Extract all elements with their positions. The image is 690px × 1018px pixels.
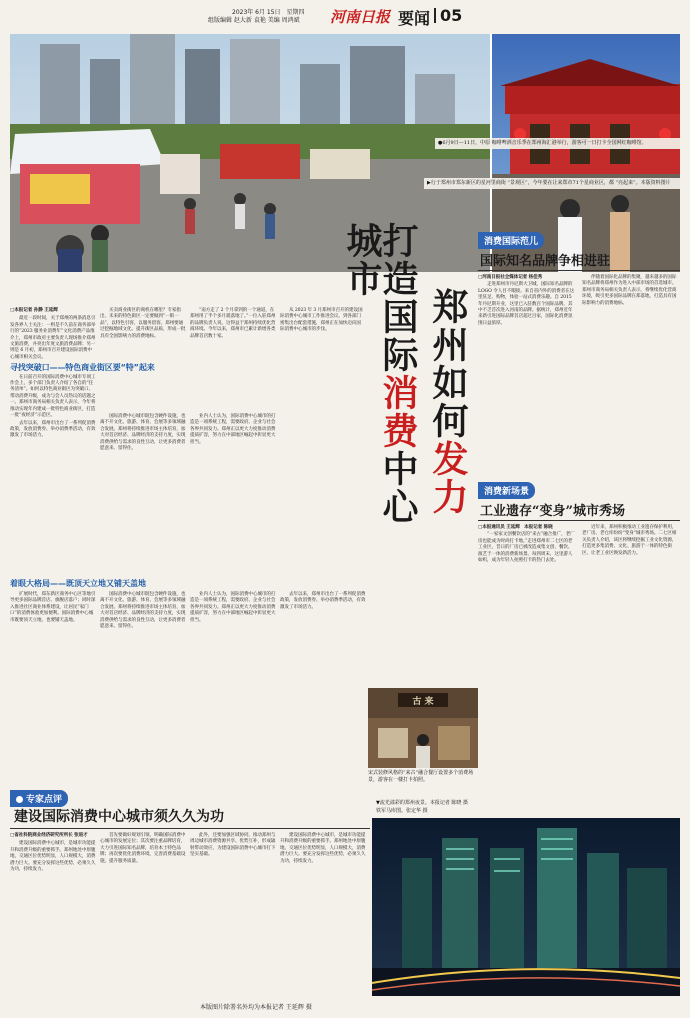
sidebar2-col2 (582, 525, 680, 815)
sidebar2-title: 工业遗存“变身”城市秀场 (480, 504, 625, 519)
night-city-photo (372, 818, 680, 996)
expert-byline: □省社科院商业经济研究所所长 张进才 (10, 833, 88, 838)
sidebar2-col1 (478, 525, 576, 625)
restaurant-photo-caption: 宋式装修风格的“来古”融合餐厅设置多个消费场景，游客在一楼打卡拍照。 (368, 770, 474, 783)
section-name: 要闻 (398, 9, 431, 28)
expert-col2 (100, 833, 186, 993)
article1-body2-col1 (10, 592, 96, 762)
divider-bar (434, 8, 436, 23)
article1-body2-d: 去年以来，郑州市出台了一系列促消费政策，发放消费券、举办消费季活动，有效激发了市场活力。 (280, 592, 366, 610)
sidebar1-body: 走进郑州市丹尼斯大卫城，国际知名品牌的 LOGO 令人目不暇接。来自省内外的消费者在这里驻足、购物，体验一站式消费乐趣。自 2015 年丹尼斯开业，这里已入驻数百个国际品牌，其中不乏首次进入河南的品牌。据统计，郑州近年来新引进国际品牌首店超过百家，国际化消费氛围日益浓厚。 (478, 282, 575, 326)
sidebar1-col1 (478, 275, 576, 435)
article1-col2b: 国际消费中心城市既包含硬件设施，也离不开文化、旅游、体育、会展等多领域融合发展。郑州将持续推进市场主体培育，加大对首店经济、品牌经济的支持力度，实现消费供给与需求的良性互动，让更多消费者愿意来、留得住。 (100, 414, 186, 452)
main-title-line1-a: 郑州如何 (427, 288, 469, 440)
article1-col4 (280, 308, 364, 573)
main-title-line1 (427, 288, 469, 516)
expert-body: 建设国际消费中心城市，是城市功能提升和消费升级的重要抓手。郑州地处中原腹地，交通区位优势明显，人口规模大，消费潜力巨大。要充分发挥这些优势，必须久久为功，持续发力。 (10, 841, 96, 873)
sidebar1-rule (478, 270, 680, 271)
main-title-line2-a: 打造国际 (377, 222, 419, 374)
article1-col2a: 买卖商业街区的商机在哪里？专家指出，未来的特色街区一定要做到“一街一品”，以特色引客，以服务留客。郑州要通过挖掘地域文化、提升街区品质，形成一批具有全国影响力的消费地标。 (100, 308, 186, 339)
article1-body2: 扩展时代，郑东新区商务中心区等地引导更多国际品牌首店、旗舰店落户；同时深入推进社区商业体系建设，让居民“家门口”的消费体验更加便利。国际消费中心城市既要顶天立地，也要铺天盖地。 (10, 592, 96, 623)
page-number: 05 (440, 6, 463, 25)
expert-body3: 此外，还要加强区域协同，推动郑州与周边城市消费资源共享、优势互补，形成辐射带动效应，为建设国际消费中心城市打下坚实基础。 (190, 833, 276, 858)
article1-col3a: “南方走了 2 个月拿到的一个通道，在郑州用了半个多月就落地了。”一位入驻郑州的品牌负责人说，这得益于郑州持续优化营商环境。今年以来，郑州市已累计新增各类品牌首店数十家。 (190, 308, 276, 339)
header-editors: 组版编辑 赵大新 袁艳 美编 周鸿斌 (208, 17, 300, 24)
article1-body1-extra: 去年以来，郑州市出台了一系列促消费政策，发放消费券、举办消费季活动，有效激发了市场活力。 (10, 420, 96, 439)
expert-body2: 首先要做好规划引领，明确国际消费中心城市的发展定位；其次要注重品牌培育，大力引进国际知名品牌，培育本土特色品牌；再次要优化消费环境，完善消费基础设施，提升服务质量。 (100, 833, 186, 864)
expert-col4 (280, 833, 366, 993)
expert-tag (10, 790, 68, 807)
sidebar2-byline: □本报通讯员 王延辉 本报记者 陈晓 (478, 525, 553, 530)
header (0, 0, 690, 32)
article1-body1: 在日前召开的国际消费中心城市专项工作会上，多个部门负责人介绍了各自的“任务清单”。如何以特色商业街区为突破口、带动消费升级，成为与会人员热议的话题之一。郑州市商务局相关负责人表示，今年将推动实现年内建成一批特色商业街区，打造一批“夜经济”示范区。 (10, 374, 96, 419)
sidebar2-body2: 近年来，郑州积极推动工业遗存保护利用，老厂房、老仓库纷纷“变身”城市秀场。二七区相关负责人介绍，该区将继续挖掘工业文化资源，打造更多集消费、文化、旅游于一体的特色街区，让老工业区焕发新活力。 (582, 525, 677, 556)
header-date: 2023年 6月 15日 星期四 (232, 9, 305, 16)
main-title-line2-c: 中心城市 (341, 222, 419, 526)
article1-body2-col3 (190, 592, 276, 762)
brand-logo: 河南日报 (330, 8, 391, 26)
sidebar1-col2 (582, 275, 680, 435)
sidebar1-body2: 伴随着国际化品牌的集聚，越来越多的国际知名品牌将郑州作为进入中部市场的首选城市。郑州市商务局相关负责人表示，将继续优化营商环境，吸引更多国际品牌在郑落地，打造具有国际影响力的消费地标。 (582, 275, 677, 306)
photo-bottom (372, 818, 680, 996)
sidebar1-title: 国际知名品牌争相进驻 (480, 254, 611, 269)
main-title (341, 222, 472, 562)
sidebar1-byline: □河南日报社全媒体记者 杨佳秀 (478, 275, 543, 280)
footer-note: 本版图片除署名外均为本报记者 王延辉 摄 (200, 1004, 312, 1011)
article1-col3 (190, 308, 276, 408)
photo-top-caption-right: ●6月9日—11日，中原 咖啡啤酒音乐季在郑州海汇港举行，游客可一日打卡全国网红咖啡馆。 (435, 138, 681, 149)
article1-lead: 最近一段时间，关于郑州的两条消息引发各界人士关注：一则是不久前在商务部举行的“2023 服务业消费年”文化消费产品推介上，郑州市政府主要负责人现场推介郑州文旅消费，并亮出年度文旅消费品牌；另一则是 6 月初，郑州市召开建设国际消费中心城市相关会议。 (10, 316, 96, 360)
sidebar2-tag: 消费新场景 (478, 482, 535, 499)
expert-tag-icon (16, 796, 23, 803)
article1-sub1: 寻找突破口——特色商业街区要“特”起来 (10, 363, 155, 373)
article1-body2-col4 (280, 592, 366, 762)
article1-col2-lower (100, 414, 186, 574)
expert-title: 建设国际消费中心城市须久久为功 (14, 809, 224, 825)
expert-col3 (190, 833, 276, 993)
article1-body2-b: 国际消费中心城市既包含硬件设施，也离不开文化、旅游、体育、会展等多领域融合发展。郑州将持续推进市场主体培育，加大对首店经济、品牌经济的支持力度，实现消费供给与需求的良性互动，让更多消费者愿意来、留得住。 (100, 592, 186, 630)
expert-body4: 建设国际消费中心城市，是城市功能提升和消费升级的重要抓手。郑州地处中原腹地，交通区位优势明显，人口规模大，消费潜力巨大。要充分发挥这些优势，必须久久为功，持续发力。 (280, 833, 366, 864)
article1-byline: □本报记者 孙静 王延辉 (10, 308, 58, 313)
article1-body2-col2 (100, 592, 186, 762)
article1-col4b: 从 2023 年 3 月郑州市召开的建设国际消费中心城市工作推进会议，到各部门密集出台配套措施，郑州正在加快迈向国际消费中心城市的步伐。 (280, 308, 363, 333)
photo-bottom-caption: ▼流光溢彩的郑州夜景。本报记者 陈晓 摄 (376, 800, 469, 806)
sidebar2-body: “一家家文创餐饮店的“来古”融合推广，老厂房也能成为时尚打卡地。”走进郑州市二七区的老工业区，昔日的厂房已被改造成集文创、餐饮、演艺于一体的消费新场景。每到周末，这里游人如织，成为年轻人拍照打卡的热门去处。 (478, 532, 575, 564)
article1-sub2: 着眼大格局——既顶天立地又铺天盖地 (10, 579, 146, 588)
restaurant-photo (368, 688, 478, 768)
article1-col2 (100, 308, 186, 408)
expert-col1 (10, 833, 96, 993)
restaurant-sign: 古 来 (412, 697, 434, 707)
sidebar2-rule (478, 520, 680, 521)
photo-bottom-caption-b: 铁军马库图。张定华 摄 (376, 808, 428, 814)
restaurant-photo-image (368, 688, 478, 768)
photo-top-caption-left: ▶行于郑州市郑东新区的星河里商街 “景观区”，今年要在让来郑市71个星商业区，都 “亮起来”。本版资料图片 (424, 178, 681, 189)
expert-tag-label: 专家点评 (26, 795, 63, 805)
article1-body2-c: 业内人士认为，国际消费中心城市的打造是一项系统工程，需要政府、企业与社会各界共同发力。郑州正以更大力度推动消费提质扩容，努力在中部地区崛起中彰显更大担当。 (190, 592, 276, 623)
expert-rule (10, 828, 370, 829)
article1-col3-lower (190, 414, 276, 574)
main-title-line1-b: 发力 (427, 440, 469, 516)
main-title-line2-b: 消费 (377, 374, 419, 450)
article1-col3b: 业内人士认为，国际消费中心城市的打造是一项系统工程，需要政府、企业与社会各界共同发力。郑州正以更大力度推动消费提质扩容，努力在中部地区崛起中彰显更大担当。 (190, 414, 276, 445)
sidebar1-tag: 消费国际范儿 (478, 232, 544, 249)
